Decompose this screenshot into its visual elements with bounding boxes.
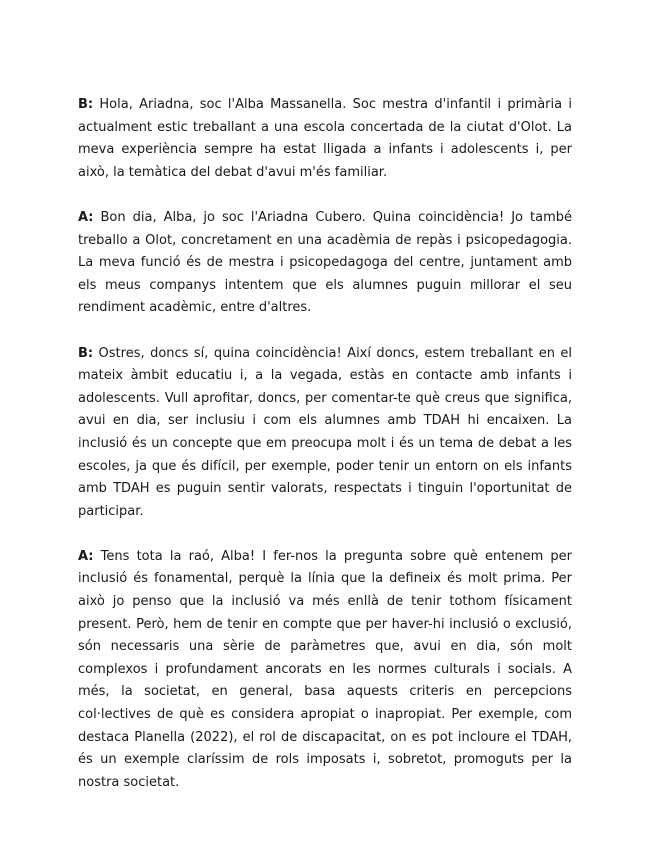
- paragraph-text: Hola, Ariadna, soc l'Alba Massanella. Soc mestra d'infantil i primària i actualment estic treballant a una escola concertada de la ciutat d'Olot. La meva experiència sempre ha estat lligada a infants i adolescents i, per això, la temàtica del debat d'avui m'és familiar.: [78, 97, 572, 180]
- speaker-label: A:: [78, 209, 94, 225]
- paragraph-text: Tens tota la raó, Alba! I fer-nos la pregunta sobre què entenem per inclusió és fonamental, perquè la línia que la defineix és molt prima. Per això jo penso que la inclusió va més enllà de tenir tothom físicament present. Però, hem de tenir en compte que per haver-hi inclusió o exclusió, són necessaris una sèrie de paràmetres que, avui en dia, són molt complexos i profundament ancorats en les normes culturals i socials. A més, la societat, en general, basa aquests criteris en percepcions col·lectives de què es considera apropiat o inapropiat. Per exemple, com destaca Planella (2022), el rol de discapacitat, on es pot incloure el TDAH, és un exemple claríssim de rols imposats i, sobretot, promoguts per la nostra societat.: [78, 548, 572, 790]
- dialogue-paragraph: [78, 207, 572, 320]
- dialogue-paragraph: [78, 546, 572, 795]
- speaker-label: B:: [78, 97, 94, 112]
- document-body: [78, 94, 572, 817]
- dialogue-paragraph: [78, 94, 572, 184]
- speaker-label: A:: [78, 548, 94, 564]
- speaker-label: B:: [78, 345, 94, 361]
- paragraph-text: Ostres, doncs sí, quina coincidència! Així doncs, estem treballant en el mateix àmbit educatiu i, a la vegada, estàs en contacte amb infants i adolescents. Vull aprofitar, doncs, per comentar-te què creus que significa, avui en dia, ser inclusiu i com els alumnes amb TDAH hi encaixen. La inclusió és un concepte que em preocupa molt i és un tema de debat a les escoles, ja que és difícil, per exemple, poder tenir un entorn on els infants amb TDAH es puguin sentir valorats, respectats i tinguin l'oportunitat de participar.: [78, 345, 572, 519]
- dialogue-paragraph: [78, 343, 572, 524]
- paragraph-text: Bon dia, Alba, jo soc l'Ariadna Cubero. Quina coincidència! Jo també treballo a Olot, concretament en una acadèmia de repàs i psicopedagogia. La meva funció és de mestra i psicopedagoga del centre, juntament amb els meus companys intentem que els alumnes puguin millorar el seu rendiment acadèmic, entre d'altres.: [78, 209, 572, 316]
